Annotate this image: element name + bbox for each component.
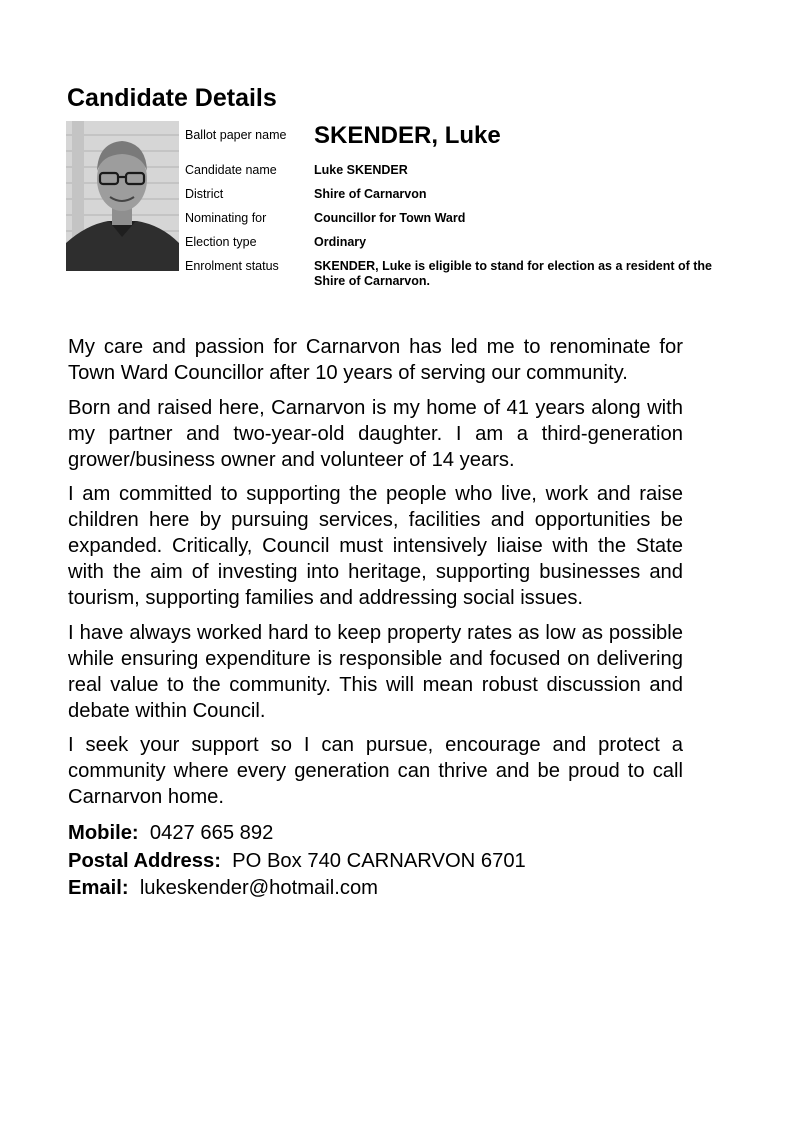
statement-paragraph: I have always worked hard to keep property rates as low as possible while ensuring expenditure is responsible and focused on delivering real value to the community. This will mean robust discussion and debate within Council. <box>68 621 683 722</box>
contact-details <box>68 820 683 903</box>
nominating-row <box>185 211 735 235</box>
email-value: lukeskender@hotmail.com <box>139 877 378 899</box>
ballot-paper-row <box>185 122 735 163</box>
candidate-name-value: Luke SKENDER <box>314 163 408 177</box>
postal-address-label: Postal Address: <box>68 849 221 872</box>
election-type-row <box>185 235 735 259</box>
page-title: Candidate Details <box>67 84 277 112</box>
nominating-label: Nominating for <box>185 211 267 225</box>
election-type-label: Election type <box>185 235 257 249</box>
enrolment-status-label: Enrolment status <box>185 259 279 273</box>
ballot-paper-label: Ballot paper name <box>185 128 287 142</box>
candidate-photo <box>66 121 179 271</box>
email-line <box>68 875 683 903</box>
statement-paragraph: I am committed to supporting the people who live, work and raise children here by pursuing services, facilities and opportunities be expanded. Critically, Council must intensively liaise with the State with the aim of investing into heritage, supporting businesses and tourism, supporting families and addressing social issues. <box>68 483 683 609</box>
candidate-statement <box>68 334 683 903</box>
mobile-value: 0427 665 892 <box>149 822 274 844</box>
candidate-name-row <box>185 163 735 187</box>
enrolment-status-row <box>185 259 735 289</box>
postal-address-value: PO Box 740 CARNARVON 6701 <box>232 849 526 872</box>
enrolment-status-value: SKENDER, Luke is eligible to stand for election as a resident of the Shire of Carnarvon. <box>314 259 712 288</box>
district-row <box>185 187 735 211</box>
election-type-value: Ordinary <box>314 235 367 249</box>
ballot-paper-name: SKENDER, Luke <box>314 122 501 149</box>
statement-paragraph: My care and passion for Carnarvon has led me to renominate for Town Ward Councillor after 10 years of serving our community. <box>68 336 683 384</box>
candidate-name-label: Candidate name <box>185 163 277 177</box>
candidate-details-table <box>185 122 735 289</box>
email-label: Email: <box>68 877 129 899</box>
mobile-line <box>68 820 683 848</box>
statement-paragraph: Born and raised here, Carnarvon is my home of 41 years along with my partner and two-year-old daughter. I am a third-generation grower/business owner and volunteer of 14 years. <box>68 396 683 471</box>
nominating-value: Councillor for Town Ward <box>314 211 466 225</box>
district-value: Shire of Carnarvon <box>314 187 427 201</box>
district-label: District <box>185 187 224 201</box>
postal-address-line <box>68 848 683 876</box>
statement-paragraph: I seek your support so I can pursue, encourage and protect a community where every generation can thrive and be proud to call Carnarvon home. <box>68 734 683 808</box>
mobile-label: Mobile: <box>68 822 139 844</box>
